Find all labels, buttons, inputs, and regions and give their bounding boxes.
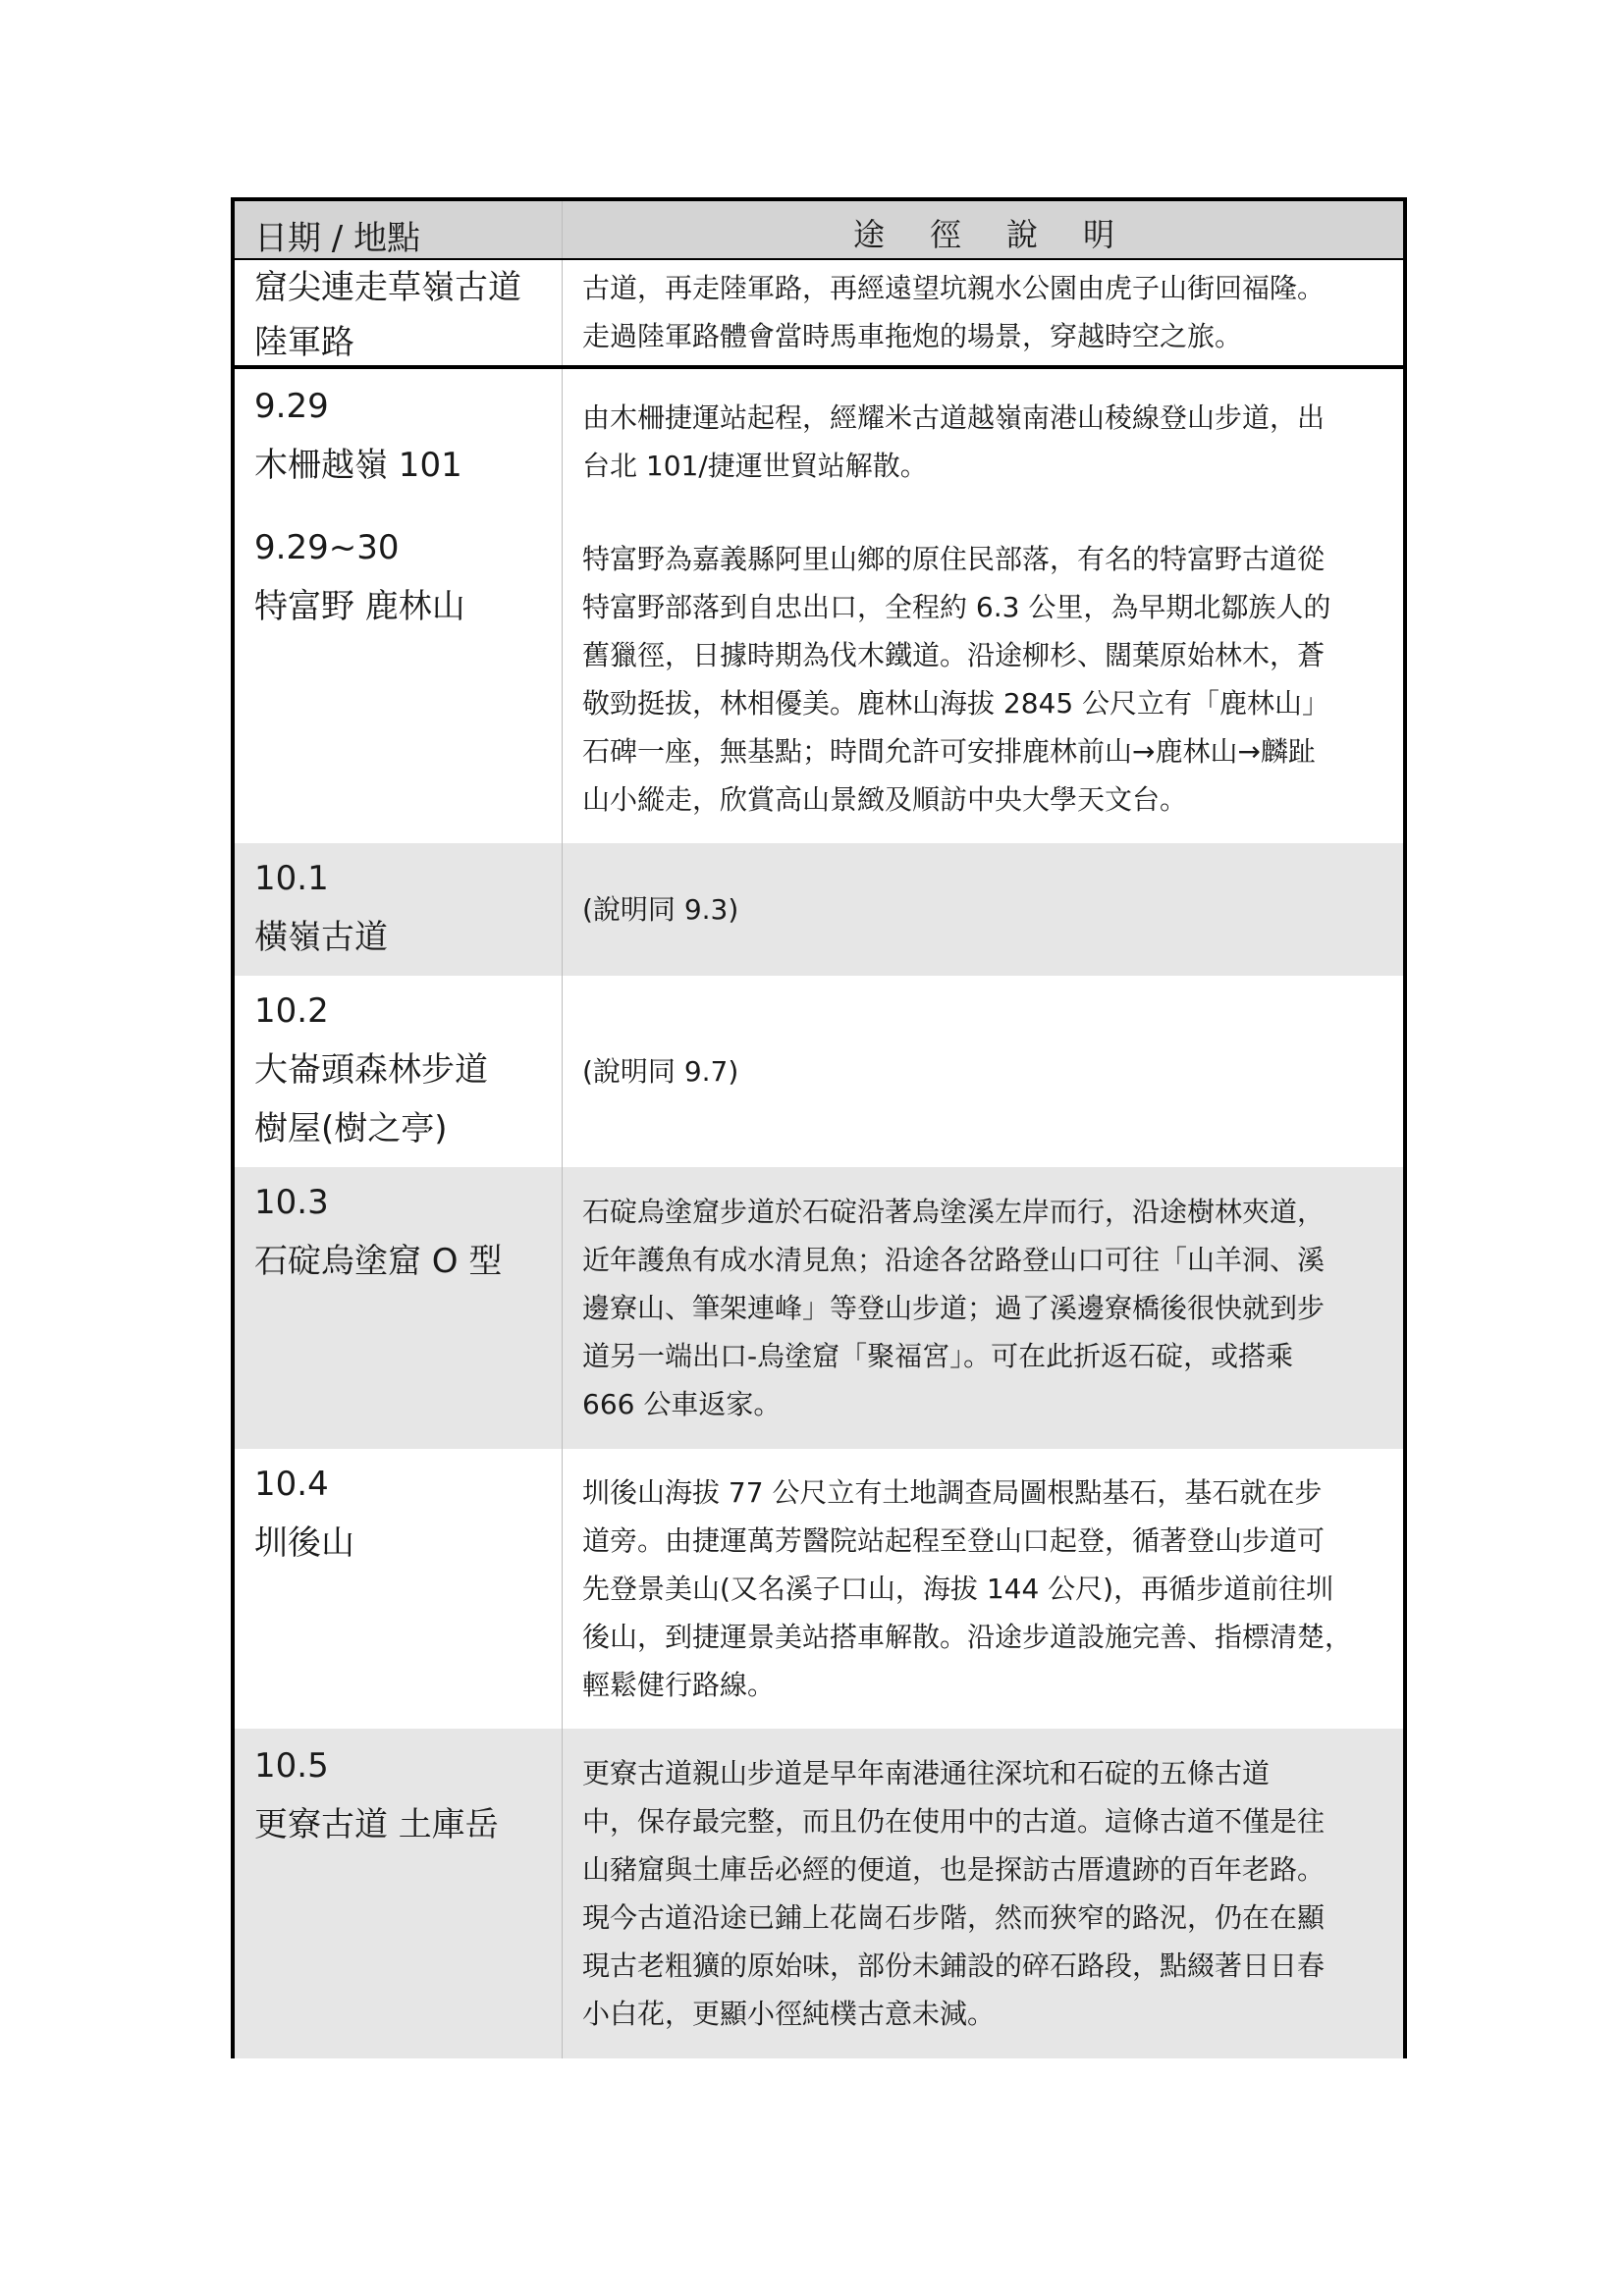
description-line: 後山，到捷運景美站搭車解散。沿途步道設施完善、指標清楚， <box>582 1621 1353 1653</box>
table-row <box>235 1729 1403 2058</box>
place-cell <box>235 1449 563 1729</box>
place-date: 10.2 <box>254 991 329 1031</box>
place-line: 橫嶺古道 <box>254 918 388 957</box>
description-line: 現古老粗獷的原始味，部份未鋪設的碎石路段，點綴著日日春 <box>582 1949 1326 1982</box>
place-line: 大崙頭森林步道 <box>254 1050 488 1090</box>
description-line: 圳後山海拔 77 公尺立有土地調查局圖根點基石，基石就在步 <box>582 1476 1323 1509</box>
header-date-place: 日期 / 地點 <box>235 201 563 258</box>
table-row <box>235 1167 1403 1449</box>
place-cell <box>235 260 563 365</box>
place-line: 石碇烏塗窟 O 型 <box>254 1242 503 1281</box>
place-line: 窟尖連走草嶺古道 <box>254 268 521 307</box>
place-line: 圳後山 <box>254 1523 354 1563</box>
description-line: 山豬窟與土庫岳必經的便道，也是探訪古厝遺跡的百年老路。 <box>582 1853 1326 1886</box>
place-date: 10.5 <box>254 1746 329 1786</box>
description-cell <box>563 1167 1403 1449</box>
description-line: (說明同 9.7) <box>582 1055 739 1088</box>
table-row <box>235 514 1403 843</box>
place-line: 特富野 鹿林山 <box>254 587 465 626</box>
description-line: 石碑一座，無基點；時間允許可安排鹿林前山→鹿林山→麟趾 <box>582 734 1316 768</box>
description-line: 邊寮山、筆架連峰」等登山步道；過了溪邊寮橋後很快就到步 <box>582 1292 1326 1324</box>
description-line: 道旁。由捷運萬芳醫院站起程至登山口起登，循著登山步道可 <box>582 1524 1326 1557</box>
description-cell <box>563 260 1403 365</box>
description-line: 敬勁挺拔，林相優美。鹿林山海拔 2845 公尺立有「鹿林山」 <box>582 686 1330 720</box>
description-cell <box>563 976 1403 1167</box>
description-line: 石碇烏塗窟步道於石碇沿著烏塗溪左岸而行，沿途樹林夾道， <box>582 1196 1326 1228</box>
description-line: 山小縱走，欣賞高山景緻及順訪中央大學天文台。 <box>582 782 1188 816</box>
table-row <box>235 976 1403 1167</box>
place-date: 9.29~30 <box>254 528 400 567</box>
place-date: 9.29 <box>254 387 329 426</box>
description-line: 666 公車返家。 <box>582 1388 782 1420</box>
itinerary-table <box>231 197 1407 2058</box>
place-cell <box>235 1167 563 1449</box>
table-row <box>235 260 1403 369</box>
place-line: 更寮古道 土庫岳 <box>254 1805 499 1844</box>
description-line: (說明同 9.3) <box>582 893 739 926</box>
description-line: 小白花，更顯小徑純樸古意未減。 <box>582 1998 996 2030</box>
table-header <box>235 201 1403 260</box>
description-line: 舊獵徑，日據時期為伐木鐵道。沿途柳杉、闊葉原始林木，蒼 <box>582 638 1326 671</box>
place-line: 陸軍路 <box>254 323 354 362</box>
description-line: 古道，再走陸軍路，再經遠望坑親水公園由虎子山街回福隆。 <box>582 272 1326 304</box>
description-cell <box>563 843 1403 976</box>
place-cell <box>235 514 563 843</box>
description-line: 由木柵捷運站起程，經耀米古道越嶺南港山稜線登山步道，出 <box>582 401 1326 434</box>
description-cell <box>563 369 1403 514</box>
description-line: 特富野為嘉義縣阿里山鄉的原住民部落，有名的特富野古道從 <box>582 542 1326 575</box>
header-route-description: 途徑說明 <box>852 215 1160 253</box>
place-cell <box>235 976 563 1167</box>
description-line: 輕鬆健行路線。 <box>582 1669 776 1701</box>
table-row <box>235 1449 1403 1729</box>
table-row <box>235 843 1403 976</box>
place-cell <box>235 1729 563 2058</box>
description-line: 走過陸軍路體會當時馬車拖炮的場景，穿越時空之旅。 <box>582 320 1243 352</box>
description-line: 台北 101/捷運世貿站解散。 <box>582 450 928 482</box>
description-line: 近年護魚有成水清見魚；沿途各岔路登山口可往「山羊洞、溪 <box>582 1244 1326 1276</box>
place-date: 10.4 <box>254 1465 329 1504</box>
description-line: 中，保存最完整，而且仍在使用中的古道。這條古道不僅是往 <box>582 1805 1326 1838</box>
place-date: 10.1 <box>254 859 329 898</box>
table-row <box>235 369 1403 514</box>
description-cell <box>563 514 1403 843</box>
description-line: 現今古道沿途已鋪上花崗石步階，然而狹窄的路況，仍在在顯 <box>582 1901 1326 1934</box>
place-cell <box>235 843 563 976</box>
place-cell <box>235 369 563 514</box>
description-cell <box>563 1449 1403 1729</box>
place-line: 木柵越嶺 101 <box>254 446 462 485</box>
description-cell <box>563 1729 1403 2058</box>
place-date: 10.3 <box>254 1183 329 1222</box>
description-line: 道另一端出口-烏塗窟「聚福宮」。可在此折返石碇，或搭乘 <box>582 1340 1294 1372</box>
description-line: 先登景美山(又名溪子口山，海拔 144 公尺)，再循步道前往圳 <box>582 1573 1334 1605</box>
place-line: 樹屋(樹之亭) <box>254 1109 448 1148</box>
description-line: 更寮古道親山步道是早年南港通往深坑和石碇的五條古道 <box>582 1757 1271 1789</box>
description-line: 特富野部落到自忠出口，全程約 6.3 公里，為早期北鄒族人的 <box>582 590 1331 623</box>
